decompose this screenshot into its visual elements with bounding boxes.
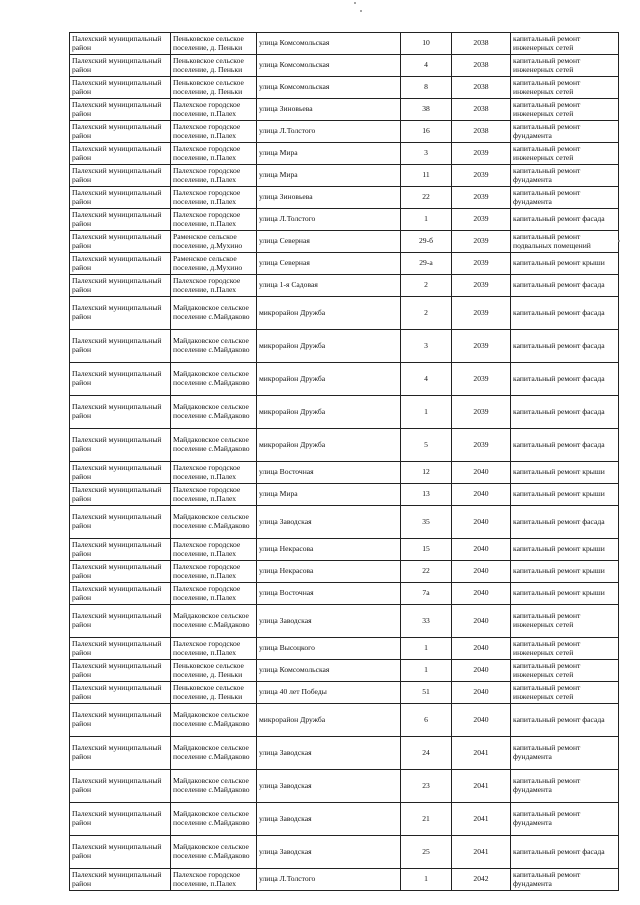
cell-work: капитальный ремонт инженерных сетей bbox=[511, 33, 619, 55]
cell-settlement: Палехское городское поселение, п.Палех bbox=[171, 462, 257, 484]
cell-house: 29-а bbox=[401, 253, 452, 275]
table-row bbox=[70, 209, 619, 231]
cell-work: капитальный ремонт инженерных сетей bbox=[511, 143, 619, 165]
cell-municipality: Палехский муниципальный район bbox=[70, 462, 171, 484]
cell-work: капитальный ремонт инженерных сетей bbox=[511, 99, 619, 121]
table-row bbox=[70, 737, 619, 770]
cell-street: улица Зиновьева bbox=[257, 99, 401, 121]
cell-municipality: Палехский муниципальный район bbox=[70, 660, 171, 682]
cell-street: улица Некрасова bbox=[257, 539, 401, 561]
cell-year: 2040 bbox=[452, 682, 511, 704]
table-row bbox=[70, 836, 619, 869]
cell-house: 25 bbox=[401, 836, 452, 869]
cell-work: капитальный ремонт фундамента bbox=[511, 121, 619, 143]
table-row bbox=[70, 33, 619, 55]
cell-year: 2041 bbox=[452, 737, 511, 770]
table-row bbox=[70, 605, 619, 638]
table-row bbox=[70, 429, 619, 462]
cell-house: 12 bbox=[401, 462, 452, 484]
table-row bbox=[70, 638, 619, 660]
cell-street: улица Заводская bbox=[257, 605, 401, 638]
cell-house: 16 bbox=[401, 121, 452, 143]
cell-settlement: Палехское городское поселение, п.Палех bbox=[171, 638, 257, 660]
cell-work: капитальный ремонт крыши bbox=[511, 253, 619, 275]
cell-settlement: Палехское городское поселение, п.Палех bbox=[171, 539, 257, 561]
table-row bbox=[70, 363, 619, 396]
cell-year: 2040 bbox=[452, 561, 511, 583]
cell-street: микрорайон Дружба bbox=[257, 429, 401, 462]
cell-work: капитальный ремонт крыши bbox=[511, 583, 619, 605]
cell-work: капитальный ремонт крыши bbox=[511, 484, 619, 506]
cell-municipality: Палехский муниципальный район bbox=[70, 77, 171, 99]
cell-house: 4 bbox=[401, 363, 452, 396]
cell-settlement: Майдаковское сельское поселение с.Майдаково bbox=[171, 396, 257, 429]
cell-municipality: Палехский муниципальный район bbox=[70, 803, 171, 836]
cell-street: улица Некрасова bbox=[257, 561, 401, 583]
cell-house: 5 bbox=[401, 429, 452, 462]
cell-settlement: Пеньковское сельское поселение, д. Пеньки bbox=[171, 682, 257, 704]
cell-house: 4 bbox=[401, 55, 452, 77]
cell-work: капитальный ремонт крыши bbox=[511, 561, 619, 583]
cell-street: улица Заводская bbox=[257, 770, 401, 803]
cell-municipality: Палехский муниципальный район bbox=[70, 539, 171, 561]
cell-year: 2041 bbox=[452, 770, 511, 803]
cell-year: 2038 bbox=[452, 33, 511, 55]
cell-street: микрорайон Дружба bbox=[257, 396, 401, 429]
cell-year: 2039 bbox=[452, 231, 511, 253]
table-row bbox=[70, 561, 619, 583]
cell-work: капитальный ремонт фасада bbox=[511, 275, 619, 297]
cell-house: 3 bbox=[401, 143, 452, 165]
cell-work: капитальный ремонт фундамента bbox=[511, 187, 619, 209]
cell-street: улица Мира bbox=[257, 143, 401, 165]
cell-house: 24 bbox=[401, 737, 452, 770]
cell-street: микрорайон Дружба bbox=[257, 330, 401, 363]
cell-settlement: Раменское сельское поселение, д.Мухино bbox=[171, 231, 257, 253]
cell-house: 1 bbox=[401, 638, 452, 660]
cell-house: 21 bbox=[401, 803, 452, 836]
cell-street: микрорайон Дружба bbox=[257, 363, 401, 396]
cell-street: улица Комсомольская bbox=[257, 55, 401, 77]
cell-year: 2038 bbox=[452, 77, 511, 99]
cell-municipality: Палехский муниципальный район bbox=[70, 33, 171, 55]
cell-house: 13 bbox=[401, 484, 452, 506]
cell-municipality: Палехский муниципальный район bbox=[70, 836, 171, 869]
cell-house: 15 bbox=[401, 539, 452, 561]
table-row bbox=[70, 506, 619, 539]
cell-municipality: Палехский муниципальный район bbox=[70, 484, 171, 506]
housing-repair-table bbox=[69, 32, 619, 891]
cell-house: 10 bbox=[401, 33, 452, 55]
cell-year: 2039 bbox=[452, 165, 511, 187]
cell-settlement: Майдаковское сельское поселение с.Майдаково bbox=[171, 330, 257, 363]
cell-settlement: Палехское городское поселение, п.Палех bbox=[171, 583, 257, 605]
cell-municipality: Палехский муниципальный район bbox=[70, 209, 171, 231]
cell-year: 2040 bbox=[452, 638, 511, 660]
cell-work: капитальный ремонт инженерных сетей bbox=[511, 77, 619, 99]
cell-work: капитальный ремонт инженерных сетей bbox=[511, 682, 619, 704]
cell-settlement: Майдаковское сельское поселение с.Майдаково bbox=[171, 297, 257, 330]
cell-settlement: Майдаковское сельское поселение с.Майдаково bbox=[171, 429, 257, 462]
cell-settlement: Палехское городское поселение, п.Палех bbox=[171, 187, 257, 209]
cell-settlement: Майдаковское сельское поселение с.Майдаково bbox=[171, 770, 257, 803]
cell-municipality: Палехский муниципальный район bbox=[70, 605, 171, 638]
cell-house: 8 bbox=[401, 77, 452, 99]
cell-year: 2039 bbox=[452, 187, 511, 209]
cell-work: капитальный ремонт фасада bbox=[511, 836, 619, 869]
cell-settlement: Палехское городское поселение, п.Палех bbox=[171, 143, 257, 165]
cell-settlement: Пеньковское сельское поселение, д. Пеньки bbox=[171, 33, 257, 55]
cell-work: капитальный ремонт фасада bbox=[511, 506, 619, 539]
cell-municipality: Палехский муниципальный район bbox=[70, 682, 171, 704]
cell-municipality: Палехский муниципальный район bbox=[70, 297, 171, 330]
cell-street: улица Заводская bbox=[257, 836, 401, 869]
table-row bbox=[70, 231, 619, 253]
table-row bbox=[70, 143, 619, 165]
cell-municipality: Палехский муниципальный район bbox=[70, 770, 171, 803]
cell-house: 6 bbox=[401, 704, 452, 737]
cell-work: капитальный ремонт фасада bbox=[511, 363, 619, 396]
table-row bbox=[70, 770, 619, 803]
cell-street: улица 1-я Садовая bbox=[257, 275, 401, 297]
cell-work: капитальный ремонт фасада bbox=[511, 209, 619, 231]
cell-street: улица Северная bbox=[257, 231, 401, 253]
table-row bbox=[70, 869, 619, 891]
cell-street: улица Высоцкого bbox=[257, 638, 401, 660]
cell-year: 2039 bbox=[452, 209, 511, 231]
scan-speck bbox=[354, 2, 356, 4]
scan-speck bbox=[360, 10, 362, 12]
cell-house: 1 bbox=[401, 869, 452, 891]
cell-house: 22 bbox=[401, 561, 452, 583]
cell-house: 2 bbox=[401, 297, 452, 330]
cell-house: 22 bbox=[401, 187, 452, 209]
cell-work: капитальный ремонт фасада bbox=[511, 704, 619, 737]
cell-year: 2039 bbox=[452, 275, 511, 297]
table-row bbox=[70, 297, 619, 330]
cell-year: 2039 bbox=[452, 330, 511, 363]
cell-street: улица Заводская bbox=[257, 737, 401, 770]
cell-street: улица Мира bbox=[257, 165, 401, 187]
cell-street: микрорайон Дружба bbox=[257, 297, 401, 330]
cell-work: капитальный ремонт крыши bbox=[511, 539, 619, 561]
cell-street: улица Зиновьева bbox=[257, 187, 401, 209]
cell-municipality: Палехский муниципальный район bbox=[70, 231, 171, 253]
table-row bbox=[70, 682, 619, 704]
table-row bbox=[70, 803, 619, 836]
cell-house: 38 bbox=[401, 99, 452, 121]
table-row bbox=[70, 99, 619, 121]
cell-work: капитальный ремонт инженерных сетей bbox=[511, 55, 619, 77]
cell-year: 2038 bbox=[452, 121, 511, 143]
table-row bbox=[70, 253, 619, 275]
cell-work: капитальный ремонт фундамента bbox=[511, 869, 619, 891]
table-row bbox=[70, 165, 619, 187]
cell-house: 1 bbox=[401, 209, 452, 231]
cell-street: улица Мира bbox=[257, 484, 401, 506]
cell-municipality: Палехский муниципальный район bbox=[70, 55, 171, 77]
cell-year: 2039 bbox=[452, 253, 511, 275]
cell-work: капитальный ремонт фасада bbox=[511, 330, 619, 363]
cell-year: 2039 bbox=[452, 363, 511, 396]
cell-settlement: Палехское городское поселение, п.Палех bbox=[171, 209, 257, 231]
cell-year: 2040 bbox=[452, 506, 511, 539]
table-row bbox=[70, 396, 619, 429]
cell-municipality: Палехский муниципальный район bbox=[70, 253, 171, 275]
cell-house: 51 bbox=[401, 682, 452, 704]
cell-settlement: Палехское городское поселение, п.Палех bbox=[171, 484, 257, 506]
table-row bbox=[70, 539, 619, 561]
cell-house: 2 bbox=[401, 275, 452, 297]
cell-municipality: Палехский муниципальный район bbox=[70, 506, 171, 539]
scan-speck bbox=[618, 240, 620, 242]
table-row bbox=[70, 187, 619, 209]
cell-street: микрорайон Дружба bbox=[257, 704, 401, 737]
cell-house: 35 bbox=[401, 506, 452, 539]
cell-year: 2039 bbox=[452, 429, 511, 462]
table-row bbox=[70, 77, 619, 99]
cell-year: 2040 bbox=[452, 583, 511, 605]
cell-street: улица Заводская bbox=[257, 803, 401, 836]
cell-settlement: Палехское городское поселение, п.Палех bbox=[171, 99, 257, 121]
cell-street: улица Восточная bbox=[257, 583, 401, 605]
cell-year: 2040 bbox=[452, 484, 511, 506]
cell-street: улица Комсомольская bbox=[257, 660, 401, 682]
cell-municipality: Палехский муниципальный район bbox=[70, 869, 171, 891]
cell-municipality: Палехский муниципальный район bbox=[70, 363, 171, 396]
cell-house: 23 bbox=[401, 770, 452, 803]
cell-house: 33 bbox=[401, 605, 452, 638]
cell-settlement: Майдаковское сельское поселение с.Майдаково bbox=[171, 737, 257, 770]
cell-work: капитальный ремонт инженерных сетей bbox=[511, 638, 619, 660]
cell-municipality: Палехский муниципальный район bbox=[70, 187, 171, 209]
cell-settlement: Майдаковское сельское поселение с.Майдаково bbox=[171, 506, 257, 539]
cell-work: капитальный ремонт фасада bbox=[511, 429, 619, 462]
cell-settlement: Пеньковское сельское поселение, д. Пеньки bbox=[171, 660, 257, 682]
cell-municipality: Палехский муниципальный район bbox=[70, 429, 171, 462]
cell-street: улица Комсомольская bbox=[257, 77, 401, 99]
cell-year: 2040 bbox=[452, 704, 511, 737]
cell-house: 1 bbox=[401, 396, 452, 429]
cell-house: 29-б bbox=[401, 231, 452, 253]
table-row bbox=[70, 484, 619, 506]
cell-work: капитальный ремонт крыши bbox=[511, 462, 619, 484]
cell-street: улица Л.Толстого bbox=[257, 869, 401, 891]
table-row bbox=[70, 121, 619, 143]
cell-settlement: Палехское городское поселение, п.Палех bbox=[171, 561, 257, 583]
cell-work: капитальный ремонт фундамента bbox=[511, 737, 619, 770]
cell-year: 2039 bbox=[452, 297, 511, 330]
cell-year: 2039 bbox=[452, 143, 511, 165]
cell-work: капитальный ремонт фасада bbox=[511, 297, 619, 330]
cell-settlement: Майдаковское сельское поселение с.Майдаково bbox=[171, 363, 257, 396]
cell-street: улица Комсомольская bbox=[257, 33, 401, 55]
cell-municipality: Палехский муниципальный район bbox=[70, 121, 171, 143]
table-row bbox=[70, 583, 619, 605]
cell-municipality: Палехский муниципальный район bbox=[70, 330, 171, 363]
cell-year: 2039 bbox=[452, 396, 511, 429]
cell-street: улица 40 лет Победы bbox=[257, 682, 401, 704]
cell-year: 2040 bbox=[452, 462, 511, 484]
cell-settlement: Майдаковское сельское поселение с.Майдаково bbox=[171, 704, 257, 737]
cell-year: 2038 bbox=[452, 55, 511, 77]
cell-settlement: Палехское городское поселение, п.Палех bbox=[171, 869, 257, 891]
cell-house: 3 bbox=[401, 330, 452, 363]
cell-municipality: Палехский муниципальный район bbox=[70, 165, 171, 187]
cell-house: 7а bbox=[401, 583, 452, 605]
cell-year: 2040 bbox=[452, 539, 511, 561]
table-row bbox=[70, 704, 619, 737]
cell-settlement: Палехское городское поселение, п.Палех bbox=[171, 165, 257, 187]
cell-year: 2040 bbox=[452, 605, 511, 638]
table-row bbox=[70, 462, 619, 484]
cell-house: 11 bbox=[401, 165, 452, 187]
cell-settlement: Палехское городское поселение, п.Палех bbox=[171, 275, 257, 297]
cell-municipality: Палехский муниципальный район bbox=[70, 583, 171, 605]
cell-work: капитальный ремонт инженерных сетей bbox=[511, 605, 619, 638]
cell-year: 2040 bbox=[452, 660, 511, 682]
cell-settlement: Раменское сельское поселение, д.Мухино bbox=[171, 253, 257, 275]
cell-settlement: Майдаковское сельское поселение с.Майдаково bbox=[171, 836, 257, 869]
cell-year: 2038 bbox=[452, 99, 511, 121]
cell-settlement: Пеньковское сельское поселение, д. Пеньки bbox=[171, 55, 257, 77]
table-row bbox=[70, 275, 619, 297]
cell-settlement: Майдаковское сельское поселение с.Майдаково bbox=[171, 803, 257, 836]
cell-municipality: Палехский муниципальный район bbox=[70, 561, 171, 583]
cell-work: капитальный ремонт подвальных помещений bbox=[511, 231, 619, 253]
cell-settlement: Майдаковское сельское поселение с.Майдаково bbox=[171, 605, 257, 638]
cell-work: капитальный ремонт фундамента bbox=[511, 770, 619, 803]
cell-year: 2042 bbox=[452, 869, 511, 891]
cell-street: улица Восточная bbox=[257, 462, 401, 484]
cell-street: улица Северная bbox=[257, 253, 401, 275]
cell-settlement: Пеньковское сельское поселение, д. Пеньки bbox=[171, 77, 257, 99]
cell-municipality: Палехский муниципальный район bbox=[70, 737, 171, 770]
table-row bbox=[70, 55, 619, 77]
cell-street: улица Л.Толстого bbox=[257, 209, 401, 231]
cell-year: 2041 bbox=[452, 803, 511, 836]
cell-street: улица Л.Толстого bbox=[257, 121, 401, 143]
cell-settlement: Палехское городское поселение, п.Палех bbox=[171, 121, 257, 143]
cell-municipality: Палехский муниципальный район bbox=[70, 396, 171, 429]
cell-street: улица Заводская bbox=[257, 506, 401, 539]
cell-house: 1 bbox=[401, 660, 452, 682]
cell-municipality: Палехский муниципальный район bbox=[70, 638, 171, 660]
cell-municipality: Палехский муниципальный район bbox=[70, 99, 171, 121]
cell-work: капитальный ремонт фундамента bbox=[511, 803, 619, 836]
cell-year: 2041 bbox=[452, 836, 511, 869]
table-row bbox=[70, 660, 619, 682]
table-row bbox=[70, 330, 619, 363]
cell-work: капитальный ремонт фундамента bbox=[511, 165, 619, 187]
cell-municipality: Палехский муниципальный район bbox=[70, 704, 171, 737]
cell-work: капитальный ремонт инженерных сетей bbox=[511, 660, 619, 682]
cell-municipality: Палехский муниципальный район bbox=[70, 143, 171, 165]
cell-work: капитальный ремонт фасада bbox=[511, 396, 619, 429]
table-body bbox=[70, 33, 619, 891]
cell-municipality: Палехский муниципальный район bbox=[70, 275, 171, 297]
